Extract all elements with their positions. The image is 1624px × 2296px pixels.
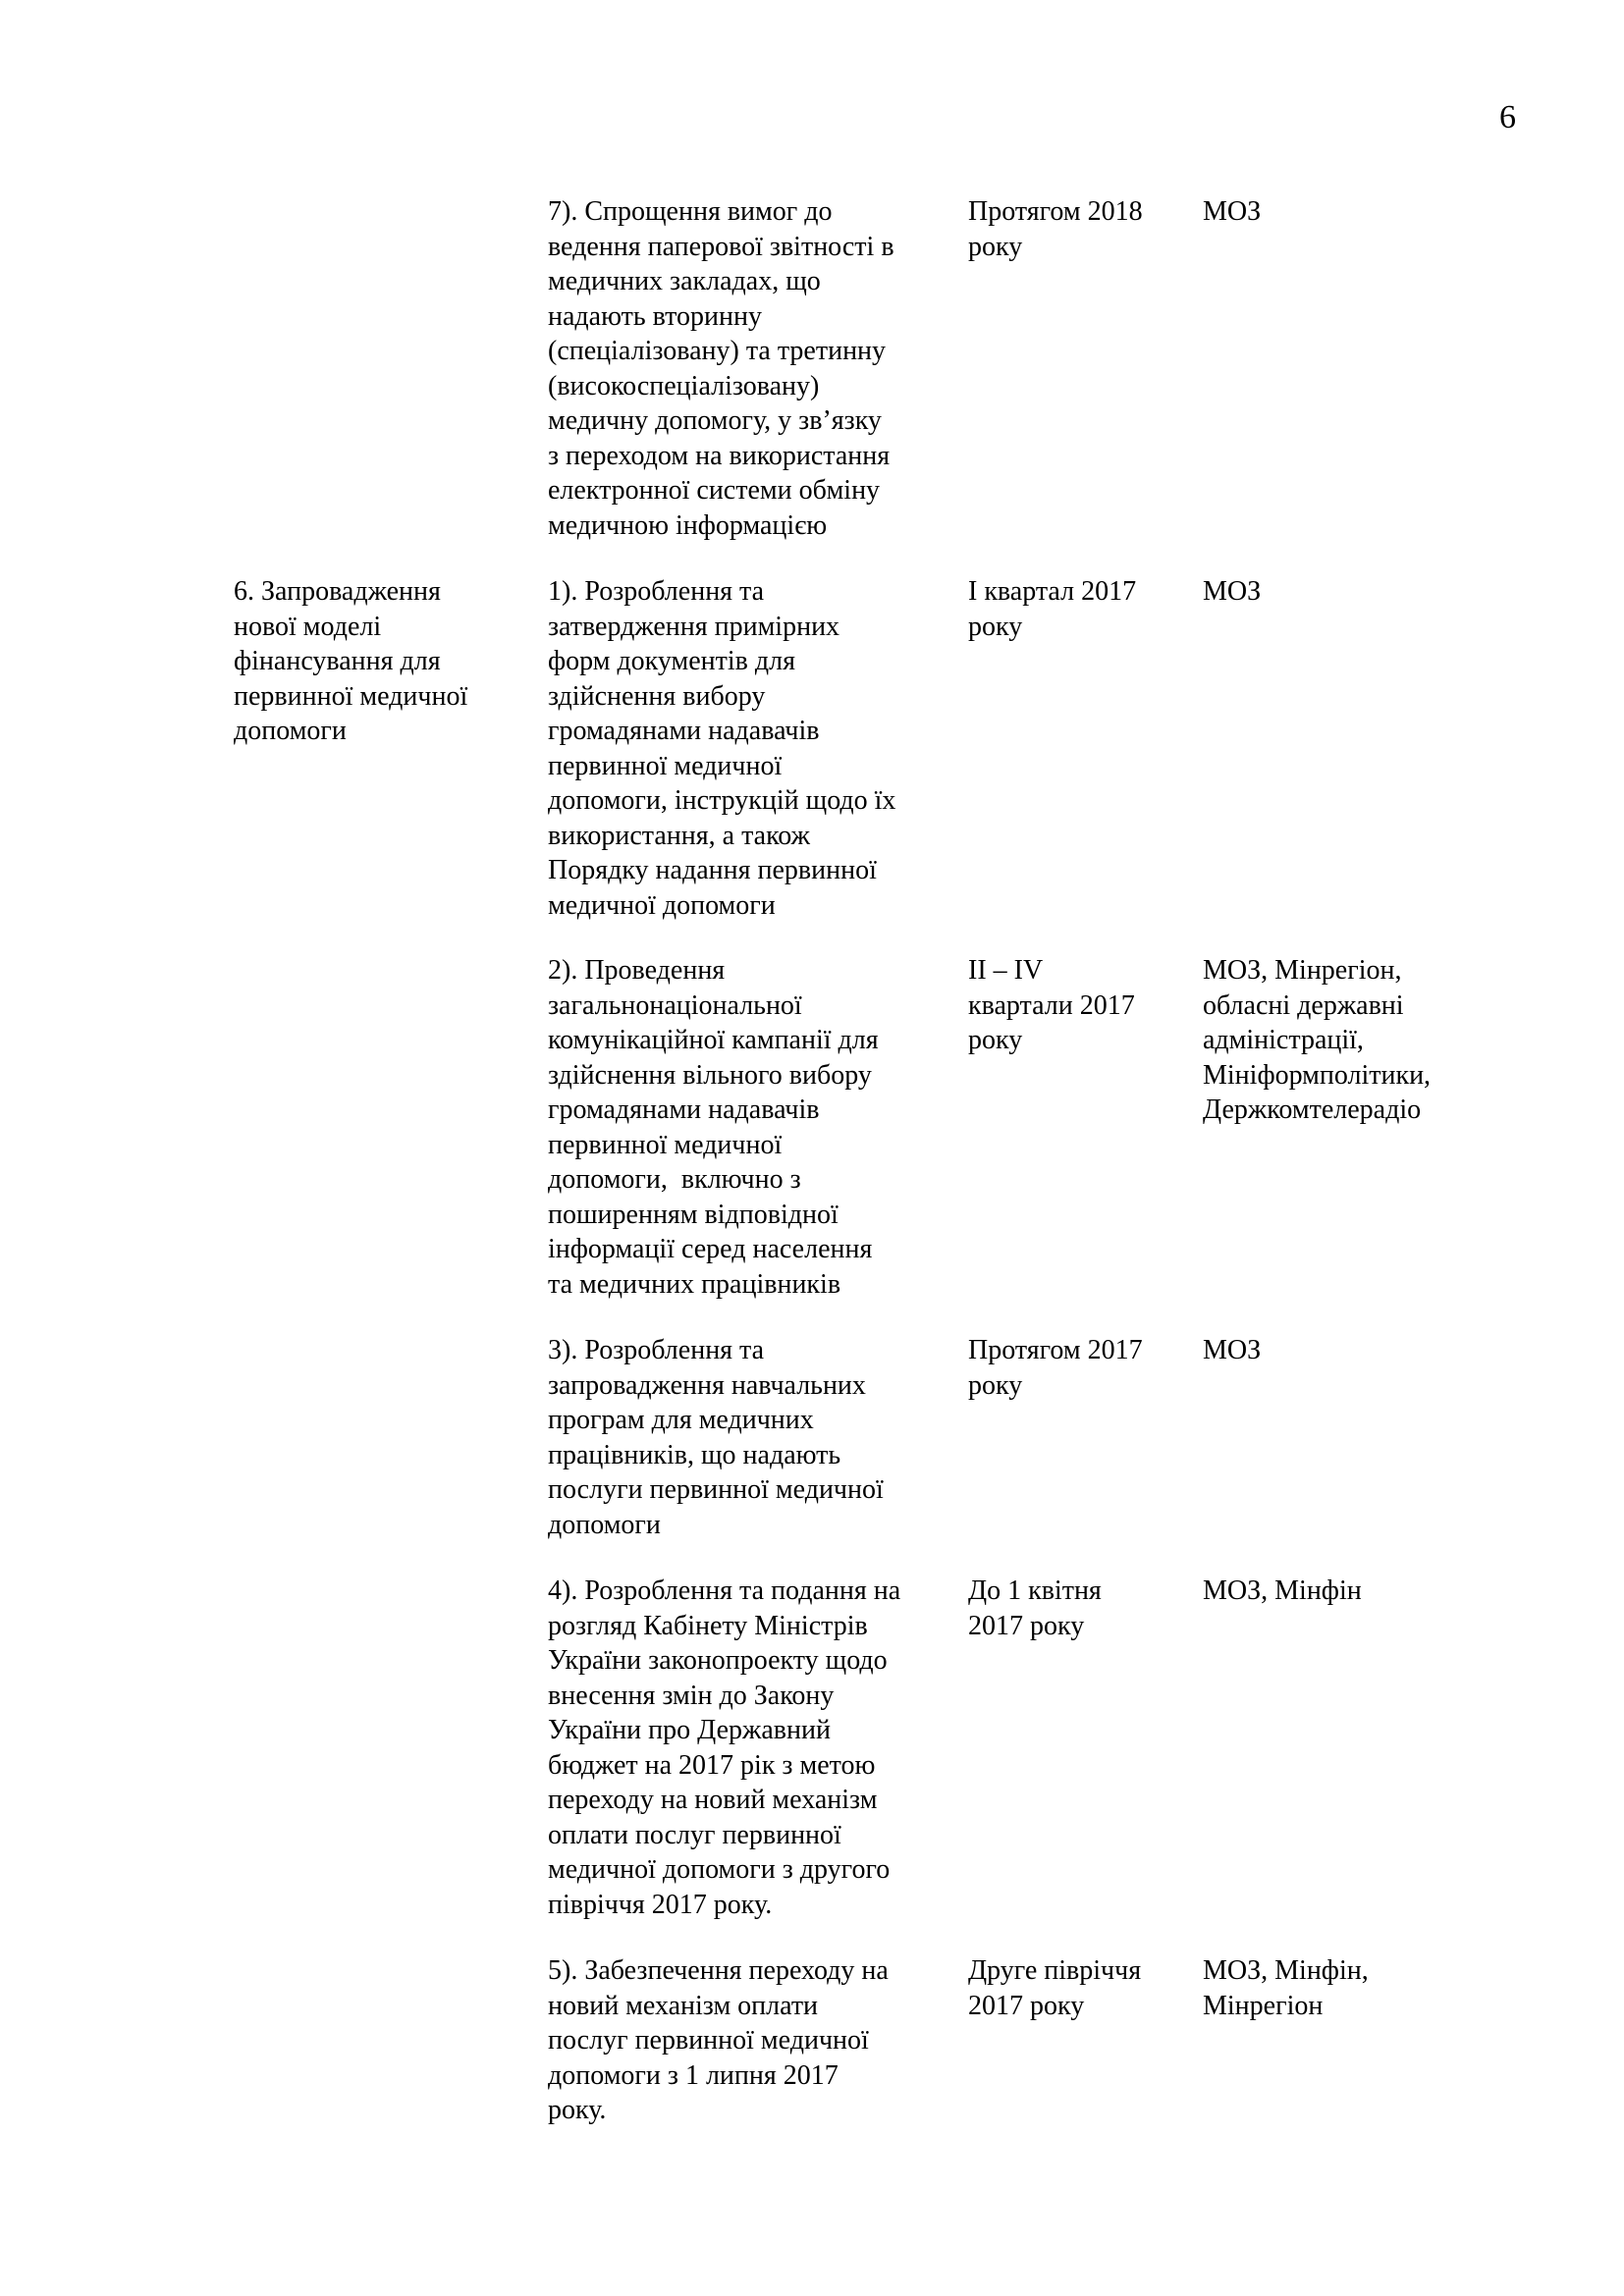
row-2-executors-line: МОЗ — [1203, 576, 1262, 607]
row-5-measure-line: розгляд Кабінету Міністрів — [548, 1610, 868, 1641]
row-6-measure-line: послуг первинної медичної — [548, 2025, 869, 2056]
row-3-executors-line: адміністрації, — [1203, 1025, 1364, 1055]
row-4-measure-line: 3). Розроблення та — [548, 1335, 765, 1365]
row-1-term — [968, 194, 1194, 264]
row-2-measure-line: допомоги, інструкцій щодо їх — [548, 785, 896, 816]
row-2-measure-line: Порядку надання первинної — [548, 855, 877, 885]
row-6-term-line: Друге півріччя — [968, 1955, 1142, 1986]
row-5-measure-line: бюджет на 2017 рік з метою — [548, 1749, 876, 1781]
row-2-measure-line: медичної допомоги — [548, 889, 776, 921]
row-1-measure-line: з переходом на використання — [548, 440, 891, 471]
row-6-measure-line: року. — [548, 2095, 607, 2125]
row-5-measure-line: оплати послуг первинної — [548, 1819, 841, 1850]
row-3-measure-line: поширенням відповідної — [548, 1199, 839, 1230]
row-3-executors-line: Мініформполітики, — [1203, 1059, 1432, 1091]
row-3-measure-line: та медичних працівників — [548, 1268, 841, 1300]
row-1-measure-line: ведення паперової звітності в — [548, 231, 894, 262]
task-title-line: допомоги — [234, 716, 347, 746]
row-4-measure-line: допомоги — [548, 1509, 661, 1540]
row-3-term-line: ІІ – IV — [968, 955, 1044, 986]
row-4-executors-line: МОЗ — [1203, 1335, 1262, 1365]
row-5-executors-line: МОЗ, Мінфін — [1203, 1575, 1362, 1606]
row-5-executors — [1203, 1574, 1596, 1609]
row-1-measure-line: 7). Спрощення вимог до — [548, 196, 833, 227]
row-2-measure-line: затвердження примірних — [548, 611, 840, 642]
row-1-executors-line: МОЗ — [1203, 196, 1262, 227]
row-3-executors-line: обласні державні — [1203, 989, 1404, 1021]
task-title-line: 6. Запровадження — [234, 576, 441, 607]
row-2-executors — [1203, 574, 1596, 610]
row-5-term — [968, 1574, 1194, 1643]
task-title-line: первинної медичної — [234, 680, 468, 712]
row-4-term — [968, 1333, 1194, 1403]
row-5-measure-line: медичної допомоги з другого — [548, 1854, 891, 1885]
row-4-term-line: Протягом 2017 — [968, 1335, 1143, 1365]
row-2-measure-line: форм документів для — [548, 646, 795, 676]
row-2-measure-line: первинної медичної — [548, 750, 783, 781]
row-6-measure-line: допомоги з 1 липня 2017 — [548, 2059, 839, 2091]
task-6-title — [234, 574, 528, 749]
row-1-measure — [548, 194, 960, 543]
row-6-term-line: 2017 року — [968, 1990, 1085, 2021]
row-4-measure-line: послуги первинної медичної — [548, 1474, 884, 1505]
row-1-measure-line: надають вторинну — [548, 300, 762, 332]
row-5-measure-line: України законопроекту щодо — [548, 1645, 888, 1676]
row-1-measure-line: (високоспеціалізовану) — [548, 370, 820, 401]
row-6-term — [968, 1953, 1194, 2023]
row-6-executors — [1203, 1953, 1596, 2023]
row-5-measure-line: України про Державний — [548, 1715, 831, 1745]
row-1-measure-line: електронної системи обміну — [548, 475, 881, 506]
row-3-executors-line: Держкомтелерадіо — [1203, 1095, 1422, 1125]
row-3-term-line: квартали 2017 — [968, 989, 1135, 1021]
row-1-term-line: року — [968, 231, 1023, 262]
row-1-executors — [1203, 194, 1596, 230]
row-3-executors — [1203, 953, 1596, 1128]
row-1-measure-line: (спеціалізовану) та третинну — [548, 336, 887, 366]
row-4-measure — [548, 1333, 960, 1542]
task-title-line: фінансування для — [234, 646, 441, 676]
row-6-measure-line: 5). Забезпечення переходу на — [548, 1955, 889, 1986]
row-3-measure — [548, 953, 960, 1302]
row-4-executors — [1203, 1333, 1596, 1368]
row-4-measure-line: працівників, що надають — [548, 1439, 841, 1470]
row-2-measure — [548, 574, 960, 923]
row-6-executors-line: Мінрегіон — [1203, 1990, 1324, 2021]
row-3-executors-line: МОЗ, Мінрегіон, — [1203, 955, 1402, 986]
row-2-measure-line: здійснення вибору — [548, 680, 766, 712]
row-3-measure-line: інформації серед населення — [548, 1234, 873, 1264]
row-2-term-line: І квартал 2017 — [968, 576, 1137, 607]
row-2-term — [968, 574, 1194, 644]
row-2-measure-line: 1). Розроблення та — [548, 576, 765, 607]
row-3-measure-line: громадянами надавачів — [548, 1095, 820, 1125]
row-5-measure-line: 4). Розроблення та подання на — [548, 1575, 901, 1606]
row-2-measure-line: громадянами надавачів — [548, 716, 820, 746]
row-3-measure-line: первинної медичної — [548, 1129, 783, 1160]
row-5-term-line: 2017 року — [968, 1610, 1085, 1641]
row-5-measure — [548, 1574, 960, 1922]
row-1-measure-line: медичну допомогу, у зв’язку — [548, 405, 882, 436]
row-4-measure-line: запровадження навчальних — [548, 1369, 866, 1401]
row-3-term-line: року — [968, 1025, 1023, 1055]
row-5-measure-line: півріччя 2017 року. — [548, 1889, 773, 1920]
row-2-term-line: року — [968, 611, 1023, 642]
row-1-measure-line: медичних закладах, що — [548, 266, 821, 296]
row-2-measure-line: використання, а також — [548, 820, 810, 851]
row-1-measure-line: медичною інформацією — [548, 509, 828, 541]
row-3-measure-line: загальнонаціональної — [548, 989, 802, 1021]
row-3-measure-line: комунікаційної кампанії для — [548, 1025, 879, 1055]
row-5-measure-line: переходу на новий механізм — [548, 1785, 878, 1815]
row-6-measure-line: новий механізм оплати — [548, 1990, 819, 2021]
row-5-measure-line: внесення змін до Закону — [548, 1680, 835, 1711]
row-6-executors-line: МОЗ, Мінфін, — [1203, 1955, 1369, 1986]
row-6-measure — [548, 1953, 960, 2128]
row-4-measure-line: програм для медичних — [548, 1405, 814, 1435]
page-number: 6 — [1499, 99, 1516, 135]
row-4-term-line: року — [968, 1369, 1023, 1401]
row-3-measure-line: 2). Проведення — [548, 955, 726, 986]
row-3-measure-line: допомоги, включно з — [548, 1164, 801, 1195]
row-3-measure-line: здійснення вільного вибору — [548, 1059, 872, 1091]
row-3-term — [968, 953, 1194, 1058]
row-5-term-line: До 1 квітня — [968, 1575, 1102, 1606]
task-title-line: нової моделі — [234, 611, 382, 642]
row-1-term-line: Протягом 2018 — [968, 196, 1143, 227]
